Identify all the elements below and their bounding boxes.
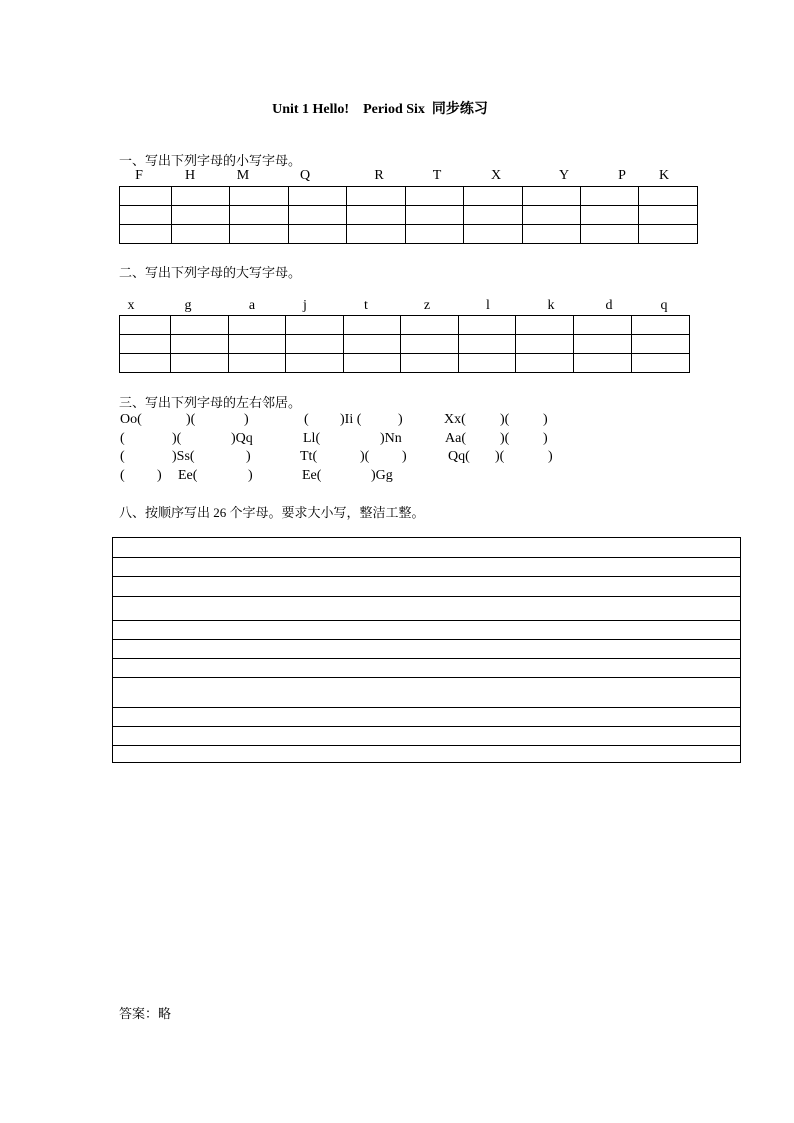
grid-cell[interactable] (344, 354, 401, 373)
neighbor-text: Oo( (120, 412, 142, 427)
grid-cell[interactable] (523, 187, 581, 206)
grid-cell[interactable] (286, 316, 344, 335)
page-title: Unit 1 Hello! Period Six 同步练习 (272, 102, 488, 117)
neighbor-text: )( (360, 449, 370, 464)
grid-cell[interactable] (347, 187, 406, 206)
grid-cell[interactable] (459, 316, 516, 335)
grid-cell[interactable] (632, 335, 690, 354)
grid-cell[interactable] (286, 354, 344, 373)
neighbor-text: ( (120, 449, 125, 464)
grid-cell[interactable] (516, 354, 574, 373)
grid-cell[interactable] (401, 335, 459, 354)
grid-cell[interactable] (289, 225, 347, 244)
section1-letter: P (618, 168, 626, 183)
grid-cell[interactable] (459, 354, 516, 373)
section2-letter: z (423, 298, 431, 313)
grid-cell[interactable] (581, 187, 639, 206)
neighbor-text: ) (246, 449, 251, 464)
grid-cell[interactable] (574, 316, 632, 335)
writing-rule (113, 707, 740, 708)
grid-cell[interactable] (120, 354, 171, 373)
grid-cell[interactable] (172, 187, 230, 206)
neighbor-text: ) (244, 412, 249, 427)
section2-letter: d (605, 298, 613, 313)
grid-cell[interactable] (523, 206, 581, 225)
grid-cell[interactable] (574, 354, 632, 373)
grid-cell[interactable] (347, 206, 406, 225)
grid-cell[interactable] (639, 225, 698, 244)
neighbor-text: ( (120, 467, 125, 483)
grid-cell[interactable] (230, 225, 289, 244)
section1-letter: K (658, 168, 670, 183)
writing-rule (113, 745, 740, 746)
writing-rule (113, 576, 740, 577)
grid-cell[interactable] (344, 335, 401, 354)
writing-rule (113, 726, 740, 727)
neighbor-text: Aa( (445, 430, 466, 446)
neighbor-text: )( (500, 430, 510, 446)
grid-cell[interactable] (401, 316, 459, 335)
alphabet-writing-area[interactable] (112, 537, 741, 763)
section2-answer-grid (119, 315, 690, 373)
grid-cell[interactable] (172, 206, 230, 225)
section3-heading: 三、写出下列字母的左右邻居。 (119, 395, 302, 410)
grid-cell[interactable] (229, 354, 286, 373)
section1-letter: M (236, 168, 250, 183)
neighbor-text: )Ss( (172, 449, 195, 464)
neighbor-text: Xx( (444, 412, 466, 427)
section1-letter: F (135, 168, 143, 183)
grid-cell[interactable] (574, 335, 632, 354)
section2-letter: l (486, 298, 490, 313)
section1-answer-grid (119, 186, 698, 244)
answer-note: 答案：略 (119, 1006, 172, 1021)
writing-rule (113, 639, 740, 640)
section2-heading: 二、写出下列字母的大写字母。 (119, 265, 302, 280)
neighbor-text: )Nn (380, 430, 402, 446)
grid-cell[interactable] (464, 225, 523, 244)
neighbor-text: ) (543, 412, 548, 427)
neighbor-text: ( (120, 430, 125, 446)
grid-cell[interactable] (581, 206, 639, 225)
grid-cell[interactable] (229, 316, 286, 335)
grid-cell[interactable] (406, 206, 464, 225)
grid-cell[interactable] (230, 187, 289, 206)
grid-cell[interactable] (464, 187, 523, 206)
grid-cell[interactable] (120, 335, 171, 354)
grid-cell[interactable] (289, 187, 347, 206)
grid-cell[interactable] (172, 225, 230, 244)
grid-cell[interactable] (171, 316, 229, 335)
grid-cell[interactable] (347, 225, 406, 244)
grid-cell[interactable] (632, 354, 690, 373)
section2-letter: j (303, 298, 307, 313)
writing-rule (113, 620, 740, 621)
section1-letter: X (490, 168, 502, 183)
grid-cell[interactable] (171, 335, 229, 354)
section2-letter: g (184, 298, 192, 313)
section2-letter: k (547, 298, 555, 313)
grid-cell[interactable] (516, 335, 574, 354)
section2-letter-row (0, 298, 794, 316)
section1-letter-row (0, 168, 794, 186)
neighbor-text: )( (495, 449, 505, 464)
grid-cell[interactable] (401, 354, 459, 373)
grid-cell[interactable] (632, 316, 690, 335)
section2-letter: a (248, 298, 256, 313)
section1-letter: R (374, 168, 384, 183)
section1-letter: Q (299, 168, 311, 183)
grid-cell[interactable] (229, 335, 286, 354)
section2-letter: q (660, 298, 668, 313)
neighbor-text: )( (172, 430, 182, 446)
grid-cell[interactable] (289, 206, 347, 225)
neighbor-text: ) (543, 430, 548, 446)
section1-letter: Y (558, 168, 570, 183)
neighbor-text: Ee( (178, 467, 198, 483)
neighbor-text: ) (157, 467, 162, 483)
grid-cell[interactable] (464, 206, 523, 225)
grid-cell[interactable] (581, 225, 639, 244)
neighbor-text: Ll( (303, 430, 321, 446)
grid-cell[interactable] (230, 206, 289, 225)
writing-rule (113, 596, 740, 597)
grid-cell[interactable] (523, 225, 581, 244)
writing-rule (113, 677, 740, 678)
grid-cell[interactable] (639, 206, 698, 225)
grid-cell[interactable] (120, 206, 172, 225)
neighbor-text: ) (398, 412, 403, 427)
section1-letter: T (432, 168, 442, 183)
grid-cell[interactable] (639, 187, 698, 206)
neighbor-text: ) (248, 467, 253, 483)
neighbor-text: Tt( (300, 449, 318, 464)
grid-cell[interactable] (171, 354, 229, 373)
neighbor-text: )Ii ( (340, 412, 362, 427)
neighbor-text: )( (500, 412, 510, 427)
grid-cell[interactable] (344, 316, 401, 335)
neighbor-text: ) (548, 449, 553, 464)
grid-cell[interactable] (459, 335, 516, 354)
grid-cell[interactable] (120, 225, 172, 244)
neighbor-text: ( (304, 412, 309, 427)
neighbor-text: Qq( (448, 449, 470, 464)
neighbor-text: )Qq (231, 430, 253, 446)
grid-cell[interactable] (516, 316, 574, 335)
writing-rule (113, 658, 740, 659)
writing-rule (113, 557, 740, 558)
grid-cell[interactable] (120, 316, 171, 335)
neighbor-text: ) (402, 449, 407, 464)
neighbor-text: )Gg (371, 467, 393, 483)
grid-cell[interactable] (406, 187, 464, 206)
section1-heading: 一、写出下列字母的小写字母。 (119, 153, 302, 168)
section1-letter: H (184, 168, 196, 183)
grid-cell[interactable] (286, 335, 344, 354)
grid-cell[interactable] (120, 187, 172, 206)
section8-heading: 八、按顺序写出 26 个字母。要求大小写，整洁工整。 (119, 505, 425, 520)
section2-letter: t (364, 298, 368, 313)
neighbor-text: Ee( (302, 467, 322, 483)
neighbor-text: )( (186, 412, 196, 427)
section2-letter: x (127, 298, 135, 313)
grid-cell[interactable] (406, 225, 464, 244)
